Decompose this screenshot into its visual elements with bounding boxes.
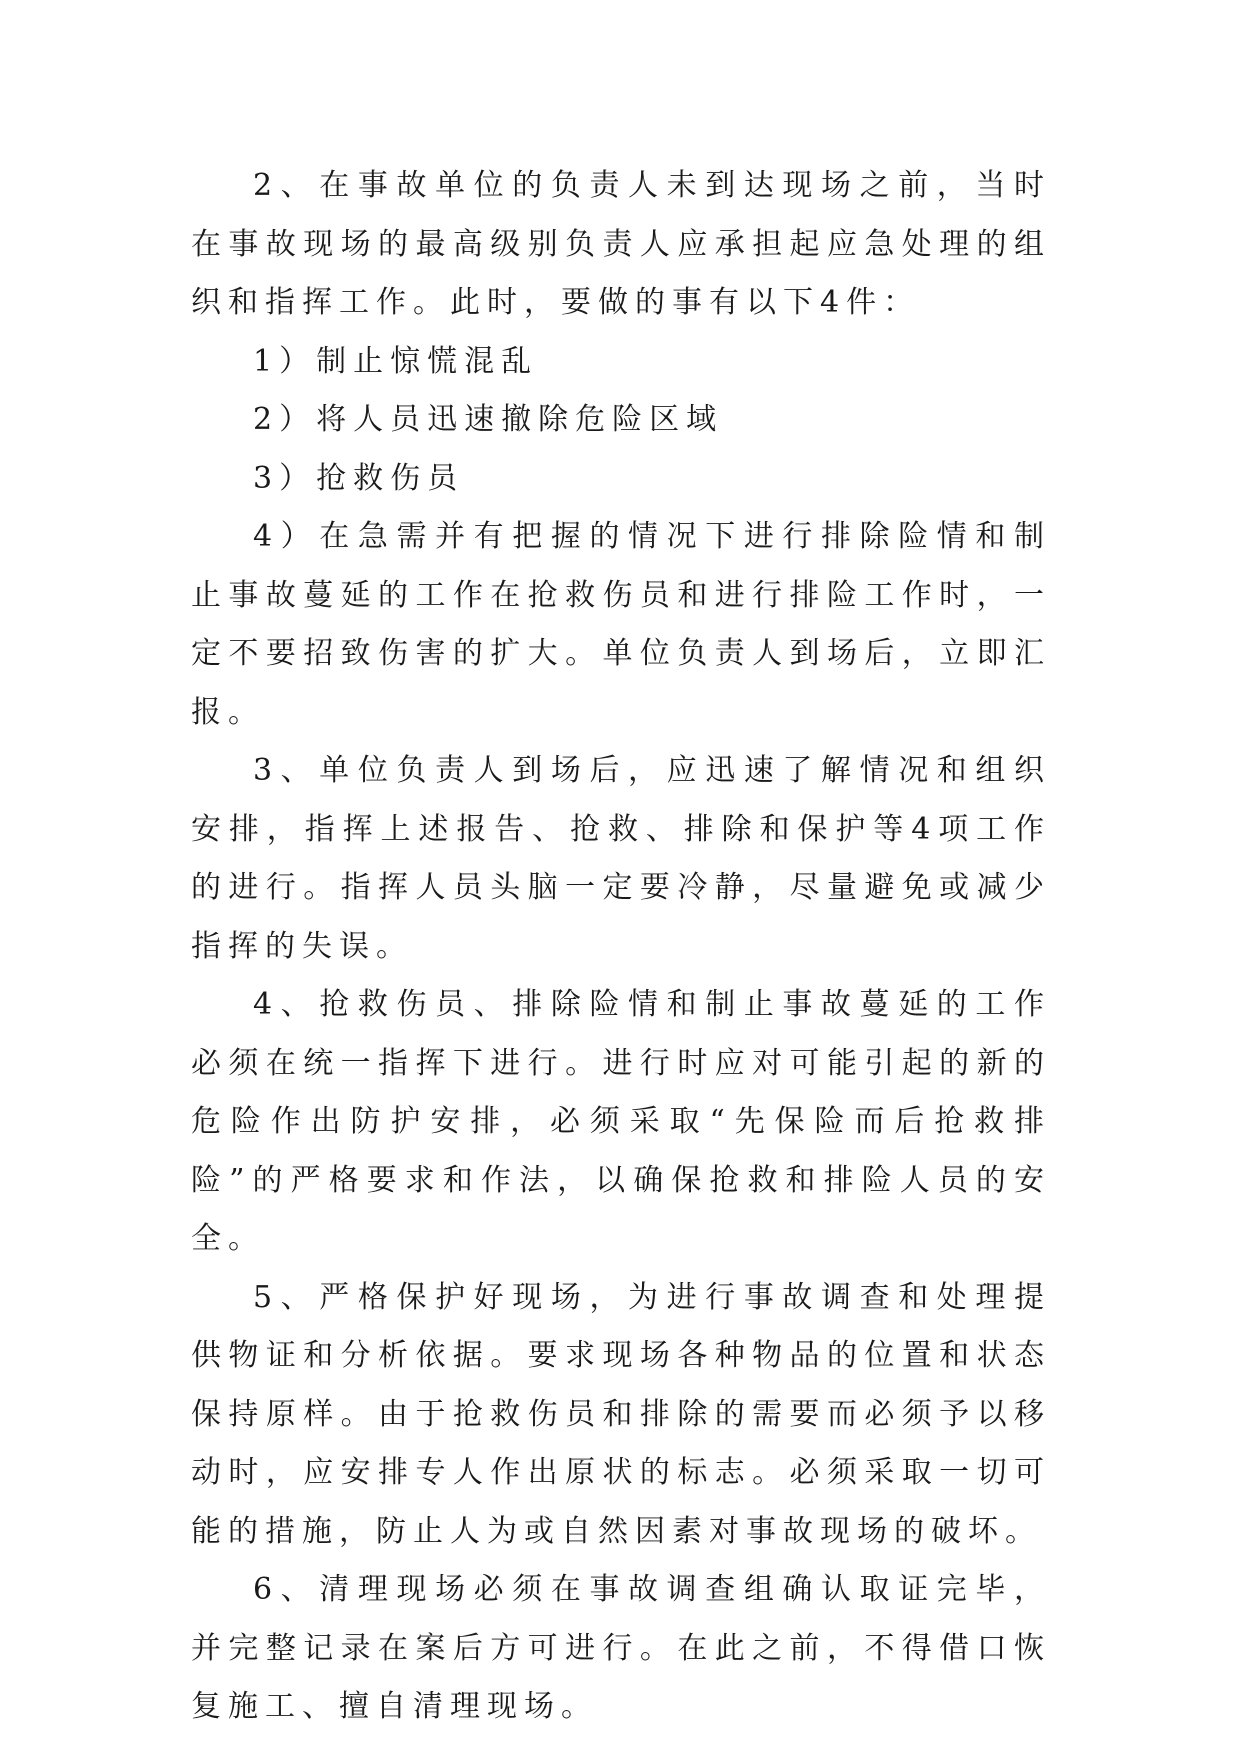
list-item-4: 4）在急需并有把握的情况下进行排除险情和制止事故蔓延的工作在抢救伤员和进行排险工作时，一定不要招致伤害的扩大。单位负责人到场后，立即汇报。 [191,519,1051,730]
list-item-3: 3）抢救伤员 [253,460,465,496]
paragraph-item-3: 3、单位负责人到场后，应迅速了解情况和组织安排，指挥上述报告、抢救、排除和保护等4项工作的进行。指挥人员头脑一定要冷静，尽量避免或减少指挥的失误。 [191,753,1051,964]
document-body [191,157,1051,1737]
paragraph-item-2: 2、在事故单位的负责人未到达现场之前，当时在事故现场的最高级别负责人应承担起应急处理的组织和指挥工作。此时，要做的事有以下4件： [191,168,1051,320]
list-item-1: 1）制止惊慌混乱 [253,343,539,379]
paragraph-item-6: 6、清理现场必须在事故调查组确认取证完毕，并完整记录在案后方可进行。在此之前，不得借口恢复施工、擅自清理现场。 [191,1572,1051,1724]
list-item-2: 2）将人员迅速撤除危险区域 [253,402,724,437]
paragraph-item-4: 4、抢救伤员、排除险情和制止事故蔓延的工作必须在统一指挥下进行。进行时应对可能引起的新的危险作出防护安排，必须采取“先保险而后抢救排险”的严格要求和作法，以确保抢救和排险人员的安全。 [191,987,1051,1256]
paragraph-item-5: 5、严格保护好现场，为进行事故调查和处理提供物证和分析依据。要求现场各种物品的位置和状态保持原样。由于抢救伤员和排除的需要而必须予以移动时，应安排专人作出原状的标志。必须采取一切可能的措施，防止人为或自然因素对事故现场的破坏。 [191,1279,1051,1549]
